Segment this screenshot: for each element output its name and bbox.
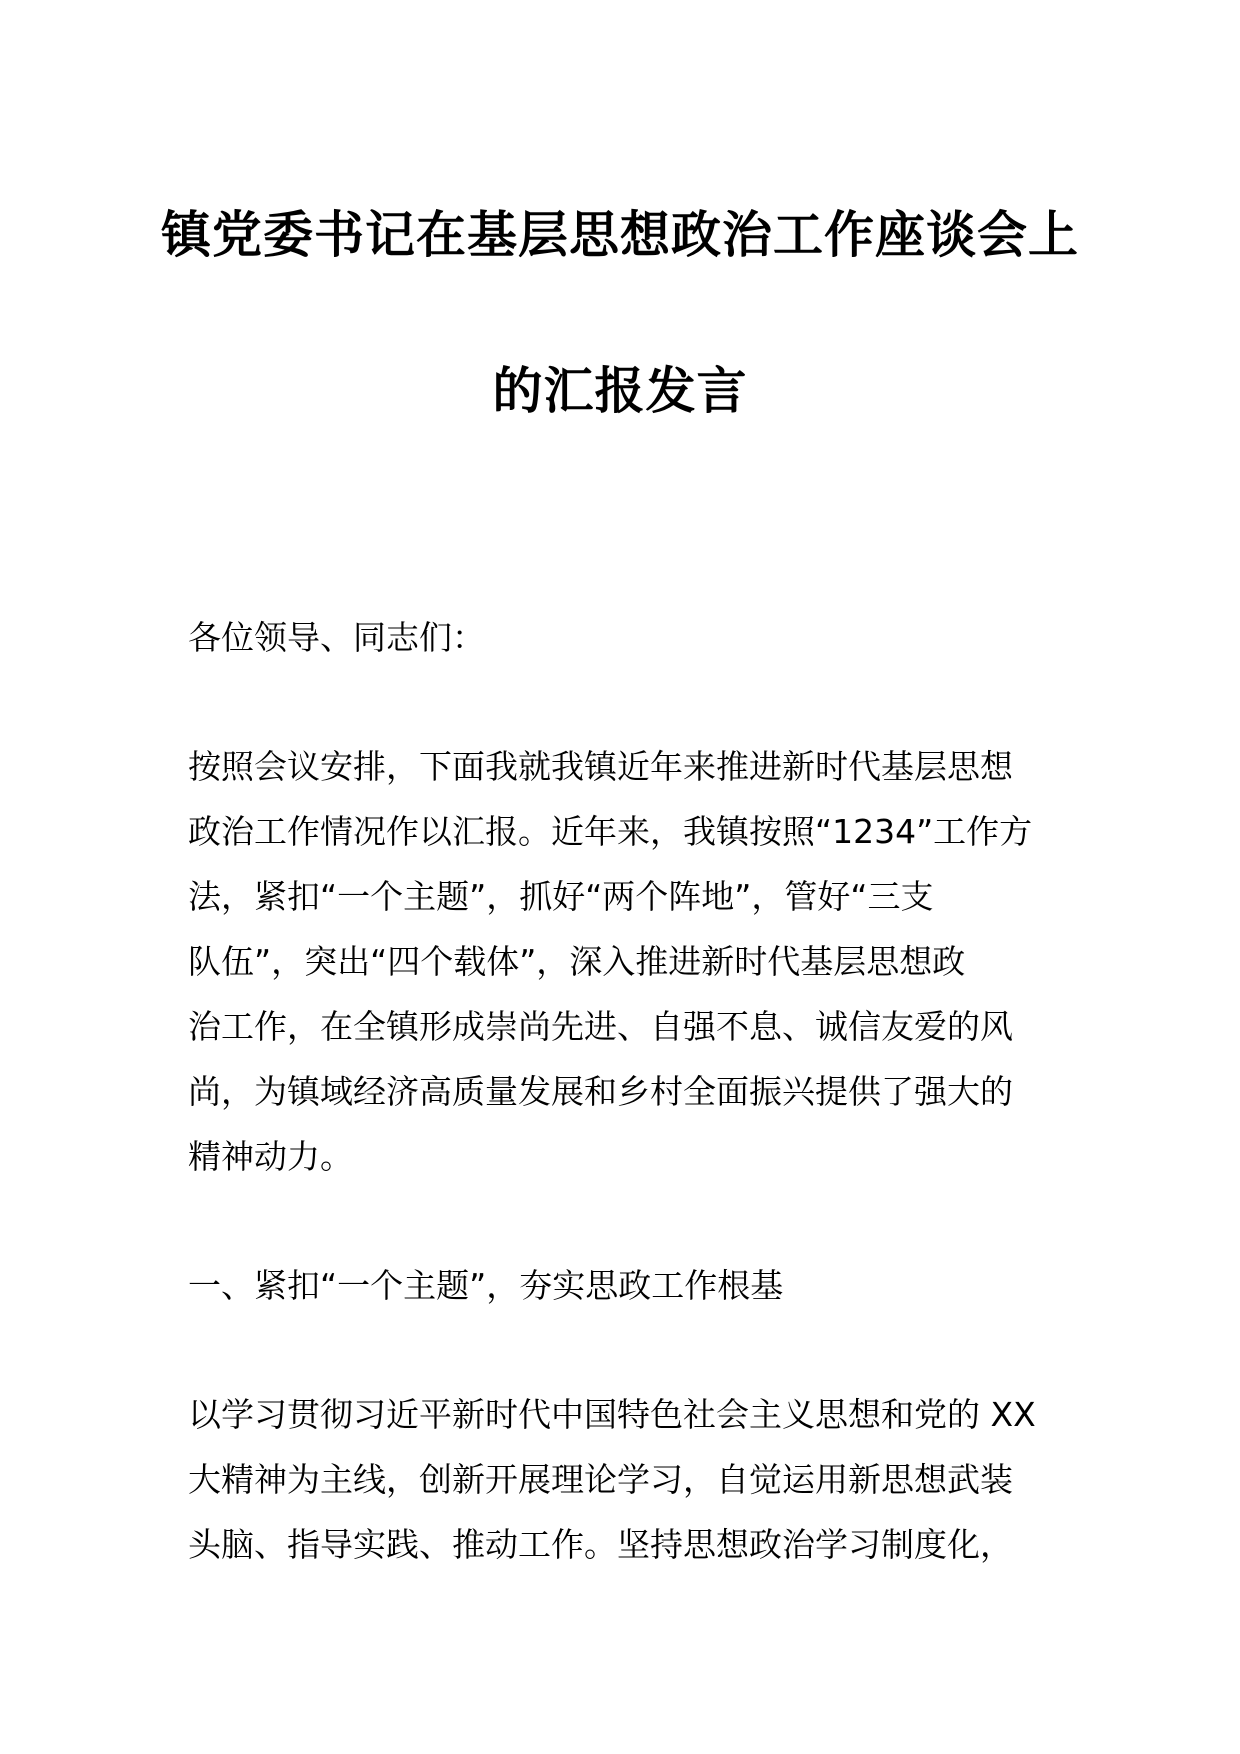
paragraph-line: 政治工作情况作以汇报。近年来，我镇按照“1234”工作方 [188, 812, 1033, 851]
paragraph-line: 大精神为主线，创新开展理论学习，自觉运用新思想武装 [188, 1460, 1013, 1499]
paragraph-line: 治工作，在全镇形成崇尚先进、自强不息、诚信友爱的风 [188, 1007, 1013, 1046]
greeting [188, 605, 1058, 670]
document-title-line-1: 镇党委书记在基层思想政治工作座谈会上 [161, 206, 1079, 264]
paragraph-line: 尚，为镇域经济高质量发展和乡村全面振兴提供了强大的 [188, 1072, 1013, 1111]
section-1-heading [188, 1253, 1058, 1318]
paragraph-line: 以学习贯彻习近平新时代中国特色社会主义思想和党的 XX [188, 1395, 1036, 1434]
paragraph-line: 按照会议安排，下面我就我镇近年来推进新时代基层思想 [188, 747, 1013, 786]
intro-paragraph [188, 734, 1058, 1189]
paragraph-line: 法，紧扣“一个主题”，抓好“两个阵地”，管好“三支 [188, 877, 934, 916]
paragraph-line: 头脑、指导实践、推动工作。坚持思想政治学习制度化， [188, 1525, 1013, 1564]
paragraph-line: 精神动力。 [188, 1137, 353, 1176]
document-title-line-2: 的汇报发言 [492, 362, 748, 420]
section-heading-text: 一、紧扣“一个主题”，夯实思政工作根基 [188, 1266, 784, 1305]
greeting-text: 各位领导、同志们： [188, 618, 485, 657]
paragraph-line: 队伍”，突出“四个载体”，深入推进新时代基层思想政 [188, 942, 966, 981]
section-1-paragraph [188, 1382, 1058, 1577]
